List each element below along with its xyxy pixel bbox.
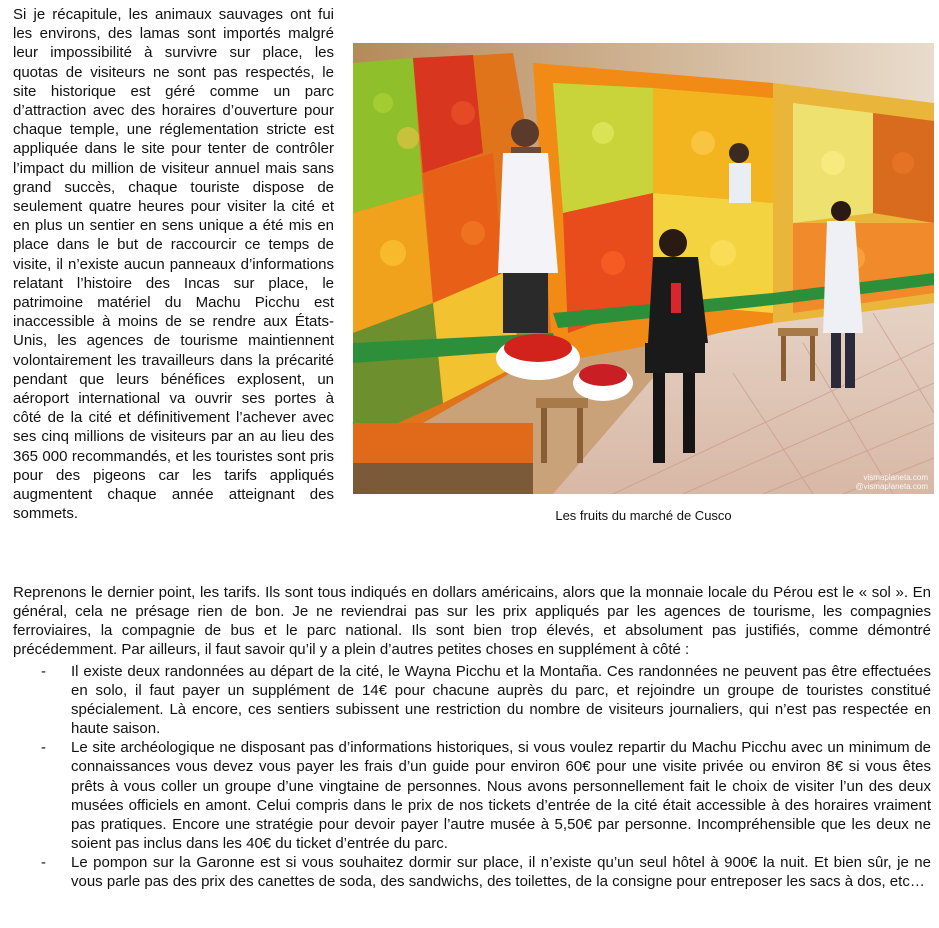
supplements-list [13,662,931,891]
market-photo [353,43,934,494]
list-item-text: Le site archéologique ne disposant pas d’informations historiques, si vous voulez repartir du Machu Picchu avec un minimum de connaissances vous devez vous payer les frais d’un guide pour environ 60€ pour une visite privée ou environ 8€ si vous êtes prêts à vous coller un groupe d’une vingtaine de personnes. Nous avons personnellement fait le choix de visiter l’un des deux musées officiels en amont. Celui compris dans le prix de nos tickets d’entrée de la cité était accessible à des horaires vraiment pas pratiques. Encore une stratégie pour devoir payer l’autre musée à 5,50€ par personne. Incompréhensible que les deux ne soient pas inclus dans les 40€ du ticket d’entrée du parc. [71,739,931,852]
photo-caption: Les fruits du marché de Cusco [555,508,732,523]
list-item [13,662,931,738]
left-paragraph: Si je récapitule, les animaux sauvages ont fui les environs, des lamas sont importés malgré leur impossibilité à survivre sur place, les quotas de visiteurs ne sont pas respectés, le site historique est géré comme un parc d’attraction avec des horaires d’ouverture pour chaque temple, une réglementation stricte est appliquée dans le site pour tenter de contrôler l’impact du million de visiteur annuel mais sans grand succès, chaque touriste dispose de seulement quatre heures pour visiter la cité et en plus un sentier en sens unique a été mis en place dans le but de raccourcir ce temps de visite, il n’existe aucun panneaux d’informations relatant l’histoire des Incas sur place, le patrimoine matériel du Machu Picchu est inaccessible à moins de se rendre aux États-Unis, les agences de tourisme maintiennent volontairement les travailleurs dans la précarité pendant que leurs bénéfices explosent, un aéroport international va ouvrir ses portes à côté de la cité et définitivement l’achever avec ses cinq millions de visiteurs par an au lieu des 365 000 recommandés, et les touristes sont pris pour des pigeons car les tarifs appliqués augmentent chaque année atteignant des sommets. [13,6,334,523]
list-item [13,738,931,853]
photo-watermark [855,473,928,491]
bullet-dash: - [41,663,46,680]
bullet-dash: - [41,739,46,757]
watermark-line-2: @vismaplaneta.com [855,482,928,491]
list-item-text: Le pompon sur la Garonne est si vous souhaitez dormir sur place, il n’existe qu’un seul hôtel à 900€ la nuit. Et bien sûr, je ne vous parle pas des prix des canettes de soda, des sandwichs, des toilettes, de la consigne pour entreposer les sacs à dos, etc… [71,853,931,891]
list-item [13,853,931,891]
intro-paragraph: Reprenons le dernier point, les tarifs. Ils sont tous indiqués en dollars américains, alors que la monnaie locale du Pérou est le « sol ». En général, cela ne présage rien de bon. Je ne reviendrai pas sur les prix appliqués par les agences de tourisme, les compagnies ferroviaires, la compagnie de bus et le parc national. Ils sont bien trop élevés, et absolument pas justifiés, comme démontré précédemment. Par ailleurs, il faut savoir qu’il y a plein d’autres petites choses en supplément à côté : [13,584,931,659]
watermark-line-1: vismaplaneta.com [863,473,928,482]
list-item-text: Il existe deux randonnées au départ de la cité, le Wayna Picchu et la Montaña. Ces randonnées ne peuvent pas être effectuées en solo, il faut payer un supplément de 14€ pour chacune auprès du parc, et rejoindre un groupe de touristes constitué spécialement. Là encore, ces sentiers subissent une restriction du nombre de visiteurs journaliers, qui n’est pas respectée en haute saison. [71,663,931,738]
bullet-dash: - [41,853,46,871]
